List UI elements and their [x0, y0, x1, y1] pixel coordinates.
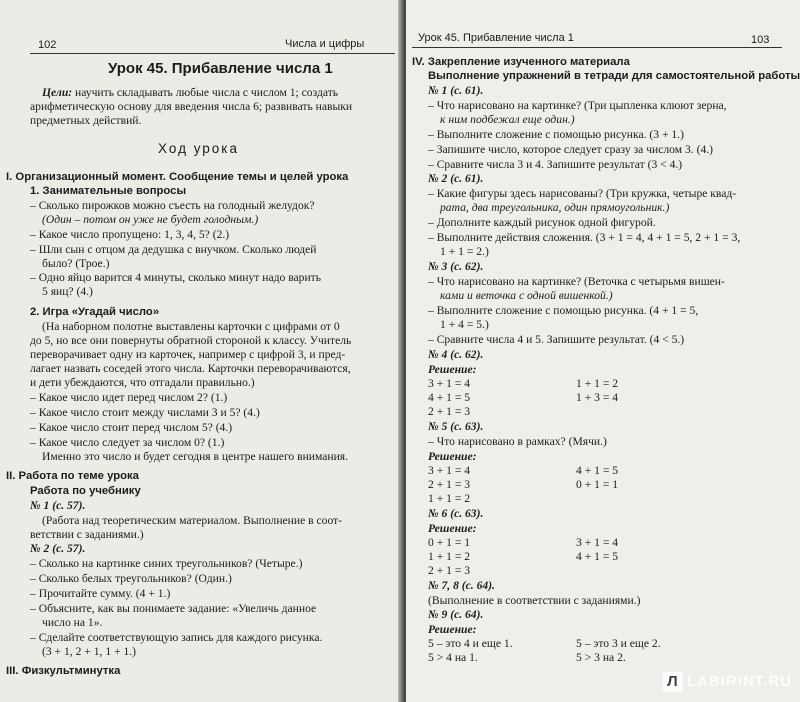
text-line: Решение: [428, 522, 477, 535]
text-line: число на 1». [42, 616, 103, 629]
text-line: Именно это число и будет сегодня в центре нашего внимания. [42, 450, 349, 463]
text-line: – Сделайте соответствующую запись для каждого рисунка. [30, 631, 323, 644]
text-line: рата, два треугольника, один прямоугольник.) [440, 201, 670, 214]
text-line: Решение: [428, 623, 477, 636]
right-running-head: Урок 45. Прибавление числа 1 [418, 32, 574, 44]
text-line: № 1 (с. 57). [30, 499, 86, 512]
text-line: до 5, но все они повернуты обратной стороной к классу. Учитель [30, 334, 352, 347]
text-line: № 7, 8 (с. 64). [428, 579, 495, 592]
text-line: Решение: [428, 450, 477, 463]
text-line: – Выполните сложение с помощью рисунка. (4 + 1 = 5, [428, 304, 699, 317]
text-line: – Что нарисовано на картинке? (Веточка с четырьмя вишен- [428, 275, 725, 288]
text-line: ками и веточка с одной вишенкой.) [440, 289, 613, 302]
text-line: – Выполните действия сложения. (3 + 1 = 4, 4 + 1 = 5, 2 + 1 = 3, [428, 231, 741, 244]
text-line: – Какое число стоит между числами 3 и 5? (4.) [30, 406, 260, 419]
text-line: Работа по учебнику [30, 485, 141, 497]
text-line: № 2 (с. 57). [30, 542, 86, 555]
text-line: № 5 (с. 63). [428, 420, 484, 433]
text-line: 4 + 1 = 5 [428, 391, 471, 404]
text-line: 4 + 1 = 5 [576, 550, 619, 563]
right-page [406, 0, 800, 702]
text-line: 1 + 4 = 5.) [440, 318, 489, 331]
text-line: – Какое число следует за числом 0? (1.) [30, 436, 225, 449]
text-line: 1 + 1 = 2 [576, 377, 619, 390]
watermark-text: LABIRINT.RU [686, 673, 792, 690]
text-line: 5 > 3 на 2. [576, 651, 626, 664]
goals-label: Цели: [42, 86, 73, 99]
right-page-number: 103 [751, 34, 770, 46]
text-line: IV. Закрепление изученного материала [412, 56, 630, 68]
goals-line-3: предметных действий. [30, 114, 142, 127]
text-line: – Сколько пирожков можно съесть на голодный желудок? [30, 199, 315, 212]
text-line: – Какое число пропущено: 1, 3, 4, 5? (2.) [30, 228, 230, 241]
lesson-title: Урок 45. Прибавление числа 1 [108, 60, 333, 77]
left-running-head: Числа и цифры [285, 38, 365, 50]
text-line: – Прочитайте сумму. (4 + 1.) [30, 587, 171, 600]
text-line: 5 – это 3 и еще 2. [576, 637, 661, 650]
text-line: (Один – потом он уже не будет голодным.) [42, 213, 259, 226]
text-line: 2 + 1 = 3 [428, 478, 471, 491]
text-line: 2. Игра «Угадай число» [30, 306, 160, 318]
text-line: к ним подбежал еще один.) [440, 113, 575, 126]
text-line: 1. Занимательные вопросы [30, 185, 187, 197]
text-line: (Работа над теоретическим материалом. Выполнение в соот- [42, 514, 343, 527]
text-line: – Объясните, как вы понимаете задание: «Увеличь данное [30, 602, 317, 615]
text-line: (На наборном полотне выставлены карточки с цифрами от 0 [42, 320, 340, 333]
text-line: № 2 (с. 61). [428, 172, 484, 185]
text-line: – Что нарисовано в рамках? (Мячи.) [428, 435, 607, 448]
text-line: 0 + 1 = 1 [576, 478, 619, 491]
text-line: 2 + 1 = 3 [428, 564, 471, 577]
left-header-rule [30, 53, 395, 54]
text-line: – Запишите число, которое следует сразу за числом 3. (4.) [428, 143, 713, 156]
course-heading: Ход урока [158, 141, 240, 156]
text-line: Выполнение упражнений в тетради для самостоятельной работы [428, 70, 800, 82]
right-header-rule [412, 47, 782, 48]
text-line: – Какие фигуры здесь нарисованы? (Три кружка, четыре квад- [428, 187, 737, 200]
watermark-logo-icon: Л [663, 672, 683, 692]
text-line: (Выполнение в соответствии с заданиями.) [428, 594, 641, 607]
text-line: ветствии с заданиями.) [30, 528, 144, 541]
text-line: – Что нарисовано на картинке? (Три цыпленка клюют зерна, [428, 99, 727, 112]
left-page-number: 102 [38, 39, 57, 51]
text-line: № 3 (с. 62). [428, 260, 484, 273]
text-line: – Одно яйцо варится 4 минуты, сколько минут надо варить [30, 271, 322, 284]
text-line: 1 + 3 = 4 [576, 391, 619, 404]
text-line: 5 > 4 на 1. [428, 651, 478, 664]
text-line: № 6 (с. 63). [428, 507, 484, 520]
text-line: Решение: [428, 363, 477, 376]
text-line: 3 + 1 = 4 [428, 464, 471, 477]
text-line: переворачивает одну из карточек, например с цифрой 3, и пред- [30, 348, 346, 361]
text-line: 3 + 1 = 4 [576, 536, 619, 549]
text-line: – Дополните каждый рисунок одной фигурой. [428, 216, 656, 229]
text-line: – Какое число стоит перед числом 5? (4.) [30, 421, 233, 434]
text-line: I. Организационный момент. Сообщение темы и целей урока [6, 171, 349, 183]
text-line: 0 + 1 = 1 [428, 536, 471, 549]
text-line: – Сравните числа 3 и 4. Запишите результат (3 < 4.) [428, 158, 683, 171]
text-line: – Выполните сложение с помощью рисунка. (3 + 1.) [428, 128, 684, 141]
text-line: 1 + 1 = 2.) [440, 245, 489, 258]
text-line: 4 + 1 = 5 [576, 464, 619, 477]
text-line: II. Работа по теме урока [6, 470, 139, 482]
watermark [663, 672, 792, 692]
text-line: 1 + 1 = 2 [428, 492, 471, 505]
text-line: и дети убеждаются, что отгадали правильно.) [30, 376, 255, 389]
text-line: 2 + 1 = 3 [428, 405, 471, 418]
text-line: – Сколько на картинке синих треугольников? (Четыре.) [30, 557, 303, 570]
goals-line-2: арифметическую основу для введения числа 6; развивать навыки [30, 100, 353, 113]
text-line: № 1 (с. 61). [428, 84, 484, 97]
goals-line-1: Цели: научить складывать любые числа с числом 1; создать [42, 86, 339, 99]
text-line: – Сравните числа 4 и 5. Запишите результат. (4 < 5.) [428, 333, 685, 346]
text-line: 1 + 1 = 2 [428, 550, 471, 563]
text-line: – Какое число идет перед числом 2? (1.) [30, 391, 228, 404]
text-line: было? (Трое.) [42, 257, 110, 270]
text-line: – Шли сын с отцом да дедушка с внучком. Сколько людей [30, 243, 317, 256]
text-line: III. Физкультминутка [6, 665, 121, 677]
text-line: № 9 (с. 64). [428, 608, 484, 621]
text-line: № 4 (с. 62). [428, 348, 484, 361]
text-line: лагает назвать соседей этого числа. Карточки переворачиваются, [30, 362, 351, 375]
text-line: 3 + 1 = 4 [428, 377, 471, 390]
text-line: 5 яиц? (4.) [42, 285, 93, 298]
text-line: – Сколько белых треугольников? (Один.) [30, 572, 232, 585]
text-line: (3 + 1, 2 + 1, 1 + 1.) [42, 645, 137, 658]
text-line: 5 – это 4 и еще 1. [428, 637, 513, 650]
